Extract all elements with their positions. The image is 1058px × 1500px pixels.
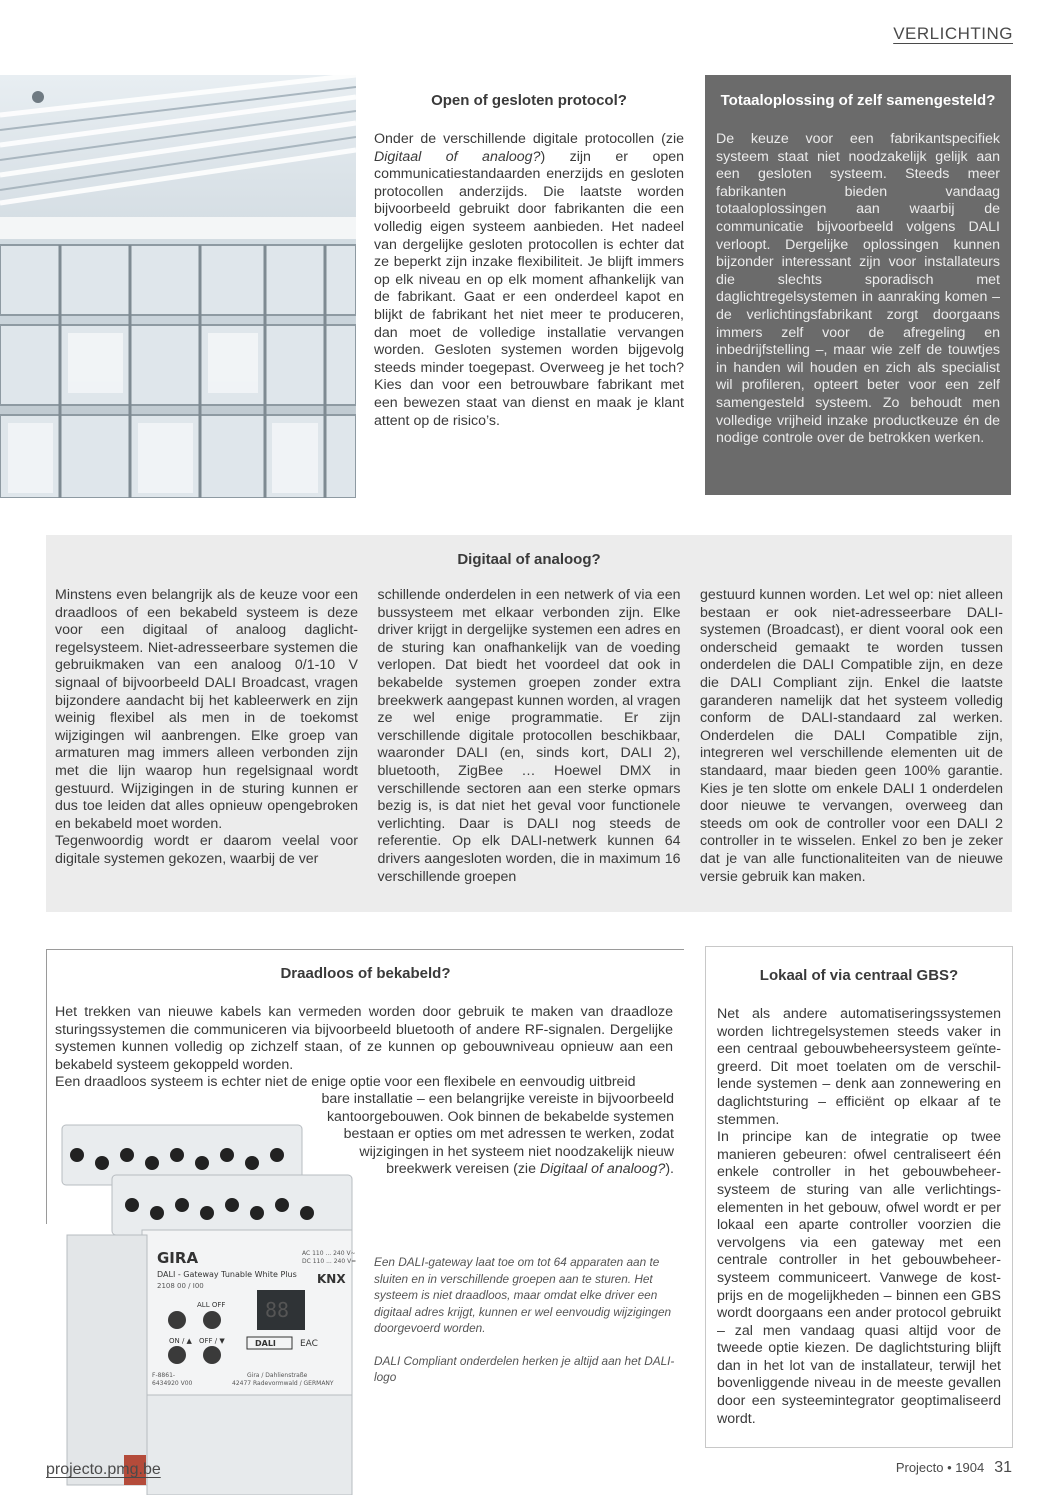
draadloos-text: Het trekken van nieuwe kabels kan vermeden worden door gebruik te maken van draadloze sturingssystemen die communiceren via bijvoorbeeld bluetooth of andere RF-signalen. Dergelijke systemen kunnen volledig op zichzelf staan, of ze kunnen op gebouwniveau opnieuw aan een bekabeld systeem gekoppeld worden. Een draadloos systeem is echter niet de enige optie voor een flexibele en eenvoudig uitbreid — [55, 1004, 673, 1091]
gbs-title: Lokaal of via centraal GBS? — [759, 967, 959, 984]
digitaal-col-2: schillende onderdelen in een netwerk of via een bussysteem met elkaar verbonden zijn. Elke driver krijgt in dergelijke systemen een adres en de sturing kan onafhankelijk van de voeding verlopen. Dat biedt het voordeel dat ook in bekabelde systemen groepen zonder extra breekwerk aangepast kunnen worden, al vragen ze wel enige programmatie. Er zijn verschillende digitale protocollen beschikbaar, waaronder DALI (en, sinds kort, DALI 2), bluetooth, ZigBee … Hoewel DMX in verschillende sectoren aan een sterke opmars bezig is, is dat niet het geval voor functionele verlichting. Daar is DALI nog steeds de referentie. Op elk DALI-netwerk kunnen 64 drivers aangesloten worden, die in maximum 16 verschillende groepen — [377, 587, 681, 885]
device-serial-b: 6434920 V00 — [152, 1380, 193, 1387]
device-off: OFF / ▼ — [199, 1337, 225, 1345]
issue-label: Projecto • 1904 — [895, 1460, 985, 1475]
device-serial-a: F-8861- — [152, 1372, 176, 1379]
page-footer — [896, 1459, 1012, 1477]
digitaal-title: Digitaal of analoog? — [457, 551, 601, 568]
caption-2: DALI Compliant onderdelen herken je altijd aan het DALI-logo — [374, 1353, 675, 1384]
digitaal-col-3: gestuurd kunnen worden. Let wel op: niet alleen bestaan er ook niet-adresseerbare DALI-systemen (Broadcast), er dient vooral ook een onderscheid gemaakt te worden tussen onderdelen die DALI Compatible zijn, en deze die DALI Compliant zijn. Enkel die laatste garanderen namelijk dat het systeem volledig conform de DALI-standaard zal werken. Onderdelen die DALI Compatible zijn, integreren wel verschillende elementen uit de standaard, maar bieden geen 100% garantie. Kies je ten slotte om enkele DALI 1 onderdelen door nieuwe te vervangen, overweeg dan steeds om ook de controller voor een DALI 2 controller in te wisselen. Enkel zo ben je zeker dat je van alle functionaliteiten van de nieuwe versie gebruik kan maken. — [700, 587, 1003, 885]
device-address-2: 42477 Radevormwald / GERMANY — [232, 1380, 334, 1387]
image-caption — [374, 1254, 684, 1402]
website-link[interactable]: projecto.pmg.be — [46, 1461, 161, 1478]
caption-1: Een DALI-gateway laat toe om tot 64 apparaten aan te sluiten en in verschillende groepen aan te sturen. Het systeem is niet draadloos, maar omdat elke driver een digitaal adres krijgt, kunnen er wel eenvoudig wijzigingen doorgevoerd worden. — [374, 1255, 672, 1335]
dali-gateway-device — [52, 1115, 362, 1495]
device-ac: AC 110 ... 240 V~ — [302, 1250, 356, 1257]
page-number: 31 — [994, 1459, 1012, 1476]
gbs-box — [705, 946, 1013, 1448]
atrium-photo — [0, 75, 356, 498]
totaal-text: De keuze voor een fabrikantspecifiek systeem staat niet noodzakelijk gelijk aan een gesloten systeem. Steeds meer fabrikanten bieden vandaag totaaloplossingen aan waarbij de communicatie bijvoorbeeld volgens DALI verloopt. Dergelijke oplossingen kunnen bijzonder interessant zijn voor installateurs die slechts sporadisch met daglichtregelsystemen in aanraking komen – de verlichtingsfabrikant zorgt doorgaans immers zelf voor de afregeling en inbedrijfstelling –, maar wie zelf de touwtjes in handen wil houden en zich als specialist wil profileren, opteert beter voor een zelf samengesteld systeem. Zo behoudt men volledige vrijheid inzake productkeuze én de nodige controle over de betrokken werken. — [716, 131, 1000, 447]
device-code: 2108 00 / I00 — [157, 1282, 204, 1290]
open-protocol-title: Open of gesloten protocol? — [431, 92, 627, 109]
open-protocol-section — [374, 92, 684, 430]
digitaal-col-1: Minstens even belangrijk als de keuze voor een draadloos of een bekabeld systeem is deze voor een digitaal of analoog daglichtregelsysteem. Niet-adresseerbare systemen die gebruikmaken van een analoog 0/1-10 V signaal of bijvoorbeeld DALI Broadcast, vragen bijzondere aandacht bij het kableerwerk en zijn weinig flexibel als men in de toekomst wijzigingen wil aanbrengen. Elke groep van armaturen mag immers alleen verbonden zijn met die lijn waarop hun regelsignaal wordt gestuurd. Wijzigingen in de sturing kunnen er dus toe leiden dat alles opnieuw opengebroken en bekabeld moet worden. Tegenwoordig wordt er daarom veelal voor digitale systemen gekozen, waarbij de ver — [55, 587, 358, 867]
totaal-title: Totaaloplossing of zelf samengesteld? — [720, 92, 996, 109]
device-address: Gira / Dahlienstraße — [247, 1372, 308, 1379]
digitaal-box — [46, 535, 1012, 912]
draadloos-title: Draadloos of bekabeld? — [280, 965, 451, 982]
cross-reference: Digitaal of analoog? — [539, 1161, 666, 1178]
section-tag: VERLICHTING — [893, 24, 1013, 43]
svg-text:88: 88 — [265, 1298, 290, 1322]
eac-mark: EAC — [300, 1339, 318, 1349]
device-brand: GIRA — [157, 1249, 199, 1267]
dali-logo: DALI — [255, 1339, 276, 1348]
totaal-box — [705, 75, 1011, 495]
device-all-off: ALL OFF — [197, 1301, 226, 1309]
draadloos-text-cont: bare installatie – een belangrijke vereiste in bijvoorbeeld kantoorgebouwen. Ook binnen de bekabelde systemen bestaan er opties om met adressen te werken, zodat wijzigingen in het systeem niet noodzakelijk nieuw breekwerk vereisen (zie Digitaal of analoog?). — [321, 1091, 674, 1178]
open-protocol-text: Onder de verschillende digitale protocollen (zie Digitaal of analoog?) zijn er open communicatiestandaarden enerzijds en gesloten protocollen anderzijds. Die laatste worden bijvoorbeeld gebruikt door fabrikanten die een volledig eigen systeem aanbieden. Het nadeel van dergelijke gesloten protocollen is echter dat ze beperkt zijn inzake flexibiliteit. Je blijft immers op elk niveau en op elk moment afhankelijk van de fabrikant. Gaat er een onderdeel kapot en blijkt de fabrikant het niet meer te produceren, dan moet de volledige installatie vervangen worden. Gesloten systemen worden bijgevolg steeds minder toegepast. Overweeg je het toch? Kies dan voor een betrouwbare fabrikant met een bewezen staat van dienst en maak je klant attent op de risico’s. — [374, 131, 685, 429]
device-dc: DC 110 ... 240 V= — [302, 1258, 357, 1265]
device-model: DALI - Gateway Tunable White Plus — [157, 1270, 297, 1279]
device-on: ON / ▲ — [169, 1337, 192, 1345]
knx-logo: KNX — [317, 1272, 346, 1286]
gbs-text: Net als andere automatiseringssystemen worden lichtregelsystemen steeds vaker in een centraal gebouwbeheersysteem geïntegreerd. Dit moet toelaten om de verschillende systemen – denk aan zonnewering en daglichtsturing – efficiënt op elkaar af te stemmen. In principe kan de integratie op twee manieren gebeuren: ofwel centraliseert één enkele controller in het gebouwbeheersysteem de sturing van alle verlichtingselementen in het gebouw, ofwel wordt er per lokaal een aparte controller voorzien die vervolgens via een gateway met een centrale controller in het gebouwbeheersysteem communiceert. Vanwege de kostprijs en de mogelijkheden – binnen een GBS wordt doorgaans een ander protocol gebruikt – zal men vandaag quasi altijd voor de tweede optie kiezen. De daglichtsturing blijft dan in het lot van de installateur, terwijl het bovenliggende niveau in de meeste gevallen door een systeemintegrator geoptimaliseerd wordt. — [717, 1006, 1001, 1427]
cross-reference: Digitaal of analoog? — [374, 148, 541, 165]
